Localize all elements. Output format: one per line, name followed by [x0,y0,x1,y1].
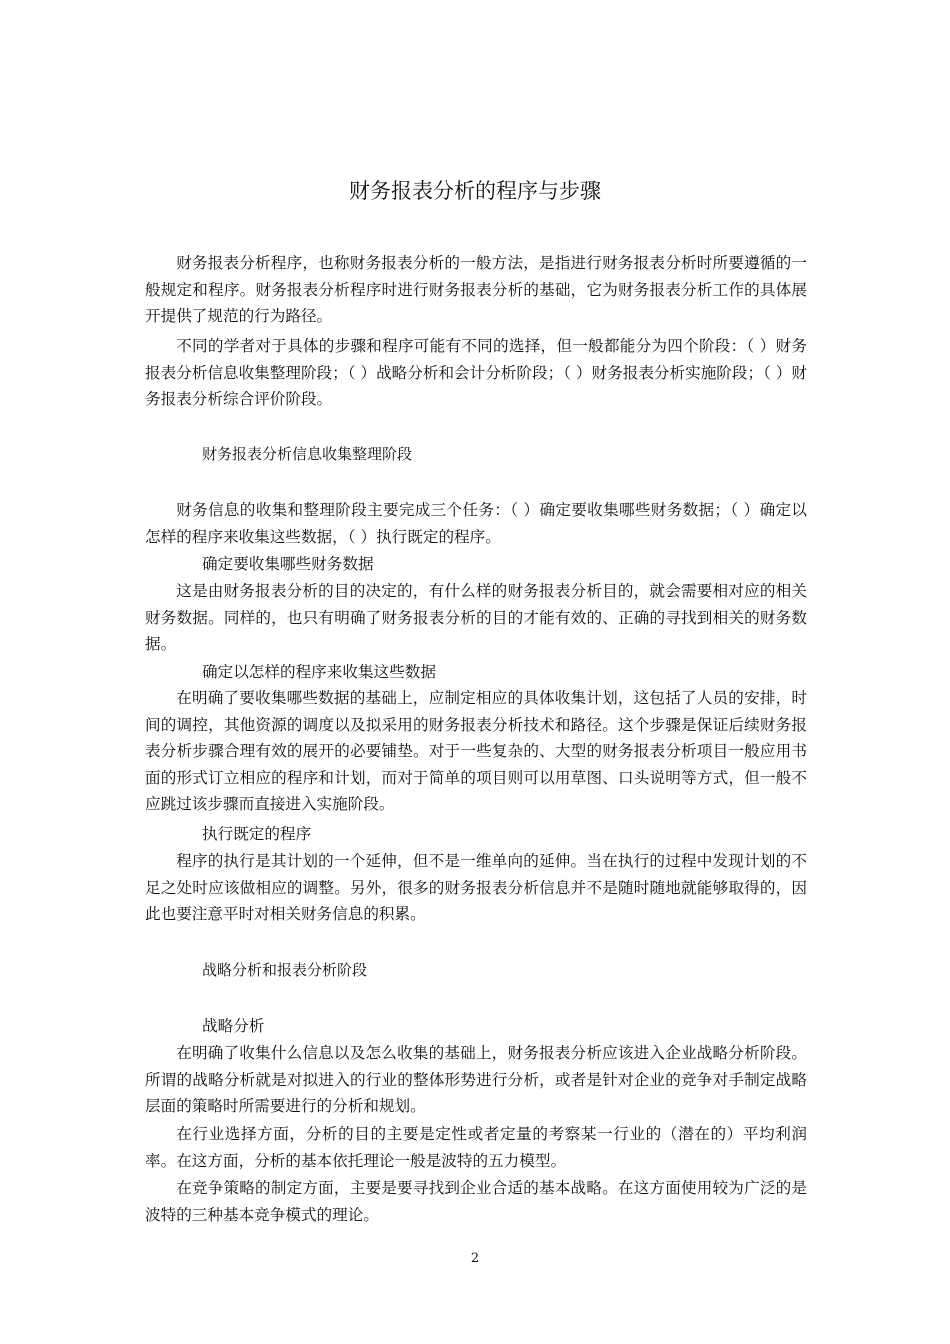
subheading-strategy-analysis: 战略分析 [202,1017,265,1035]
section-heading-strategy-analysis: 战略分析和报表分析阶段 [202,961,368,979]
subheading-determine-data: 确定要收集哪些财务数据 [202,555,374,573]
section-heading-info-collection: 财务报表分析信息收集整理阶段 [202,445,413,463]
subheading-execute-procedure: 执行既定的程序 [202,825,312,843]
section2-paragraph-2: 在行业选择方面，分析的目的主要是定性或者定量的考察某一行业的（潜在的）平均利润率。在这方面，分析的基本依托理论一般是波特的五力模型。 [145,1125,807,1170]
page-title: 财务报表分析的程序与步骤 [349,179,601,203]
intro-paragraph-1: 财务报表分析程序，也称财务报表分析的一般方法，是指进行财务报表分析时所要遵循的一般规定和程序。财务报表分析程序时进行财务报表分析的基础，它为财务报表分析工作的具体展开提供了规范的行为路径。 [145,254,807,326]
section1-paragraph-2: 这是由财务报表分析的目的决定的，有什么样的财务报表分析目的，就会需要相对应的相关财务数据。同样的，也只有明确了财务报表分析的目的才能有效的、正确的寻找到相关的财务数据。 [145,582,807,654]
section1-paragraph-4: 程序的执行是其计划的一个延伸，但不是一维单向的延伸。当在执行的过程中发现计划的不足之处时应该做相应的调整。另外，很多的财务报表分析信息并不是随时随地就能够取得的，因此也要注意平时对相关财务信息的积累。 [145,852,807,924]
section1-paragraph-1: 财务信息的收集和整理阶段主要完成三个任务：（ ）确定要收集哪些财务数据；（ ）确定以怎样的程序来收集这些数据，（ ）执行既定的程序。 [145,501,807,546]
section1-paragraph-3: 在明确了要收集哪些数据的基础上，应制定相应的具体收集计划，这包括了人员的安排，时间的调控，其他资源的调度以及拟采用的财务报表分析技术和路径。这个步骤是保证后续财务报表分析步骤合理有效的展开的必要铺垫。对于一些复杂的、大型的财务报表分析项目一般应用书面的形式订立相应的程序和计划，而对于简单的项目则可以用草图、口头说明等方式，但一般不应跳过该步骤而直接进入实施阶段。 [145,689,807,814]
page-number: 2 [470,1251,480,1266]
section2-paragraph-3: 在竞争策略的制定方面，主要是要寻找到企业合适的基本战略。在这方面使用较为广泛的是波特的三种基本竞争模式的理论。 [145,1179,807,1224]
section2-paragraph-1: 在明确了收集什么信息以及怎么收集的基础上，财务报表分析应该进入企业战略分析阶段。所谓的战略分析就是对拟进入的行业的整体形势进行分析，或者是针对企业的竞争对手制定战略层面的策略时所需要进行的分析和规划。 [145,1044,807,1116]
intro-paragraph-2: 不同的学者对于具体的步骤和程序可能有不同的选择，但一般都能分为四个阶段：（ ）财务报表分析信息收集整理阶段；（ ）战略分析和会计分析阶段；（ ）财务报表分析实施阶段；（ ）财务报表分析综合评价阶段。 [145,337,808,409]
subheading-determine-procedure: 确定以怎样的程序来收集这些数据 [202,663,436,681]
